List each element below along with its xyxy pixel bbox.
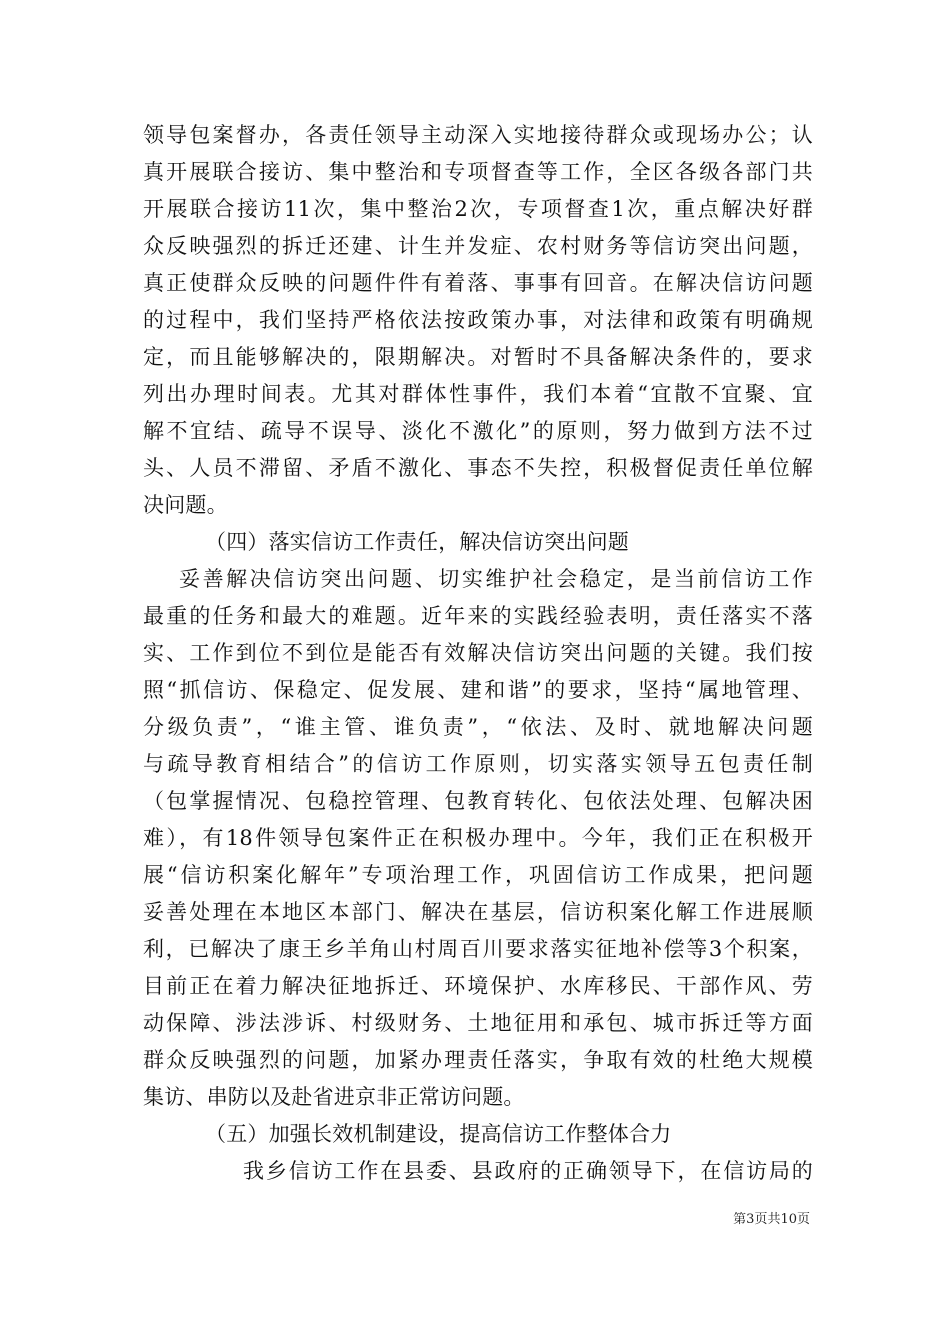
body-line: 解不宜结、疏导不误导、淡化不激化”的原则，努力做到方法不过 <box>143 419 813 443</box>
body-line: 头、人员不滞留、矛盾不激化、事态不失控，积极督促责任单位解 <box>143 456 813 480</box>
body-line: 真开展联合接访、集中整治和专项督查等工作，全区各级各部门共 <box>143 160 813 184</box>
body-line: 集访、串防以及赴省进京非正常访问题。 <box>143 1085 525 1109</box>
body-line: 领导包案督办，各责任领导主动深入实地接待群众或现场办公；认 <box>143 123 813 147</box>
body-line: 列出办理时间表。尤其对群体性事件，我们本着“宜散不宜聚、宜 <box>143 382 813 406</box>
section-heading-5: （五）加强长效机制建设，提高信访工作整体合力 <box>205 1122 672 1146</box>
body-line: 动保障、涉法涉诉、村级财务、土地征用和承包、城市拆迁等方面 <box>143 1011 813 1035</box>
body-line: 众反映强烈的拆迁还建、计生并发症、农村财务等信访突出问题， <box>143 234 813 258</box>
body-line: 与疏导教育相结合”的信访工作原则，切实落实领导五包责任制 <box>143 752 813 776</box>
body-line: 真正使群众反映的问题件件有着落、事事有回音。在解决信访问题 <box>143 271 813 295</box>
body-line: （包掌握情况、包稳控管理、包教育转化、包依法处理、包解决困 <box>143 789 813 813</box>
body-line: 难），有18件领导包案件正在积极办理中。今年，我们正在积极开 <box>143 826 813 850</box>
section-heading-4: （四）落实信访工作责任，解决信访突出问题 <box>205 530 629 554</box>
body-line: 最重的任务和最大的难题。近年来的实践经验表明，责任落实不落 <box>143 604 813 628</box>
body-line: 分级负责”，“谁主管、谁负责”，“依法、及时、就地解决问题 <box>143 715 813 739</box>
body-line: 群众反映强烈的问题，加紧办理责任落实，争取有效的杜绝大规模 <box>143 1048 813 1072</box>
body-line: 定，而且能够解决的，限期解决。对暂时不具备解决条件的，要求 <box>143 345 813 369</box>
body-line: 利，已解决了康王乡羊角山村周百川要求落实征地补偿等3个积案， <box>143 937 813 961</box>
body-line: 决问题。 <box>143 493 228 517</box>
body-line: 我乡信访工作在县委、县政府的正确领导下，在信访局的 <box>243 1159 813 1183</box>
body-line: 目前正在着力解决征地拆迁、环境保护、水库移民、干部作风、劳 <box>143 974 813 998</box>
body-line: 开展联合接访11次，集中整治2次，专项督查1次，重点解决好群 <box>143 197 813 221</box>
body-line: 妥善解决信访突出问题、切实维护社会稳定，是当前信访工作 <box>179 567 813 591</box>
document-body <box>143 117 813 1190</box>
page-number: 第3页共10页 <box>733 1212 810 1227</box>
body-line: 照“抓信访、保稳定、促发展、建和谐”的要求，坚持“属地管理、 <box>143 678 813 702</box>
body-line: 妥善处理在本地区本部门、解决在基层，信访积案化解工作进展顺 <box>143 900 813 924</box>
body-line: 实、工作到位不到位是能否有效解决信访突出问题的关键。我们按 <box>143 641 813 665</box>
body-line: 展“信访积案化解年”专项治理工作，巩固信访工作成果，把问题 <box>143 863 813 887</box>
body-line: 的过程中，我们坚持严格依法按政策办事，对法律和政策有明确规 <box>143 308 813 332</box>
